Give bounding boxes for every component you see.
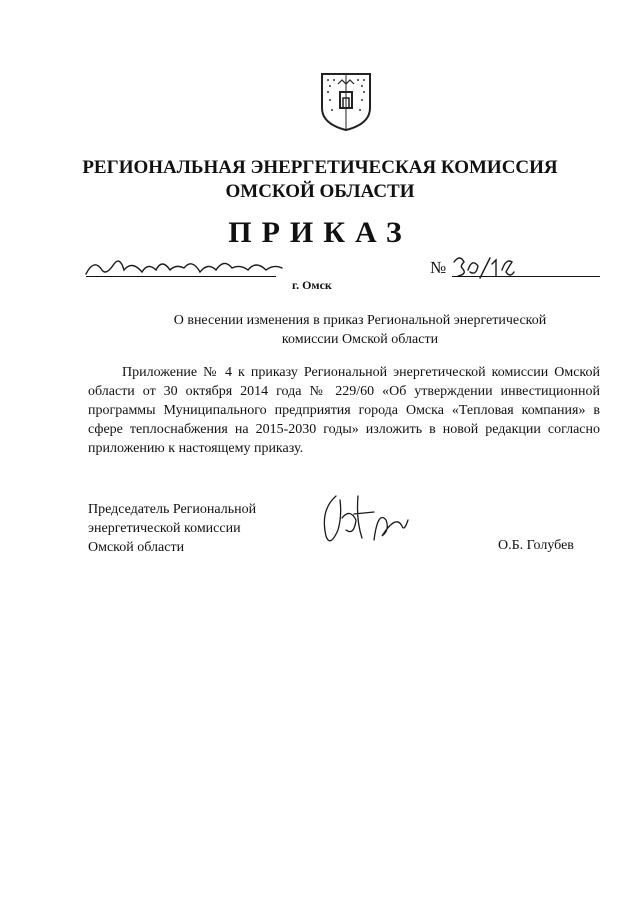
handwritten-date [84, 252, 284, 282]
issuer-line-1: РЕГИОНАЛЬНАЯ ЭНЕРГЕТИЧЕСКАЯ КОМИССИЯ [82, 157, 558, 178]
signatory-position-line-2: энергетической комиссии [88, 521, 241, 536]
signatory-position-line-3: Омской области [88, 540, 185, 555]
subject-line-1: О внесении изменения в приказ Региональной энергетической [173, 313, 547, 328]
coat-of-arms-emblem [318, 70, 374, 132]
city: г. Омск [292, 278, 332, 292]
order-body-text [88, 363, 600, 458]
signatory-position-line-1: Председатель Региональной [88, 502, 257, 517]
handwritten-signature [316, 490, 412, 554]
order-body-content: Приложение № 4 к приказу Региональной энергетической комиссии Омской области от 30 октября 2014 года № 229/60 «Об утверждении инвестиционной программы Муниципального предприятия города Омска «Тепловая компания» в сфере теплоснабжения на 2015-2030 годы» изложить в новой редакции согласно приложению к настоящему приказу. [88, 365, 600, 456]
issuer-line-2: ОМСКОЙ ОБЛАСТИ [225, 181, 415, 202]
handwritten-number [450, 252, 520, 282]
number-label: № [430, 258, 447, 277]
document-title: ПРИКАЗ [228, 216, 412, 249]
subject-line-2: комиссии Омской области [281, 332, 439, 347]
signer-name: О.Б. Голубев [498, 538, 574, 553]
